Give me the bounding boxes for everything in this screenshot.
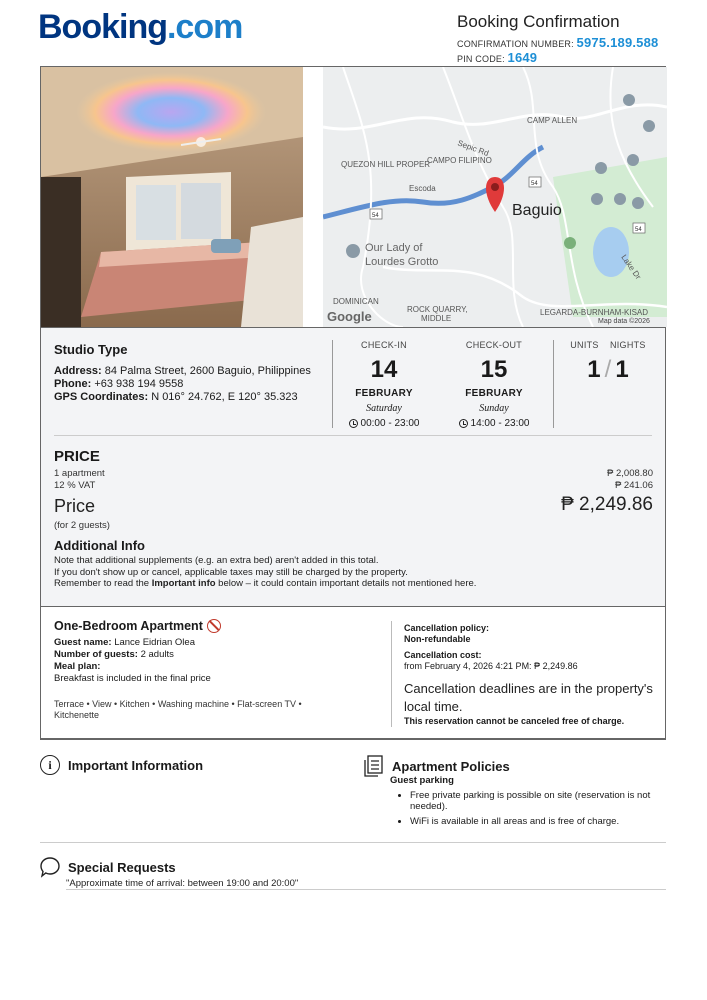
guests-count: 2 adults <box>140 649 174 660</box>
booking-logo <box>38 8 242 47</box>
units-value: 1 <box>587 356 601 383</box>
price-line2-value: ₱ 241.06 <box>614 480 653 491</box>
guests-count-row: Number of guests: 2 adults <box>54 649 174 660</box>
nights-value: 1 <box>615 356 629 383</box>
nights-label: NIGHTS <box>609 340 646 350</box>
map-label: Escoda <box>409 184 436 193</box>
guest-parking-heading: Guest parking <box>390 775 454 786</box>
property-type: Studio Type <box>54 342 128 357</box>
checkout-label: CHECK-OUT <box>465 340 523 350</box>
cancellation-policy-value: Non-refundable <box>404 633 471 644</box>
checkout-month: FEBRUARY <box>465 388 523 399</box>
additional-line: Remember to read the Important info below – it could contain important details not mentioned here. <box>54 578 477 589</box>
apartment-title: One-Bedroom Apartment <box>54 619 374 633</box>
checkin-column <box>332 340 436 429</box>
checkin-time <box>332 418 436 429</box>
special-request-text: "Approximate time of arrival: between 19:00 and 20:00" <box>66 878 299 889</box>
important-info-header <box>40 755 203 775</box>
additional-line: If you don't show up or cancel, applicable taxes may still be charged by the property. <box>54 566 408 578</box>
policies-body <box>390 775 666 827</box>
property-info <box>54 342 324 404</box>
stay-labels <box>556 340 660 350</box>
stay-values <box>556 356 660 384</box>
logo-main: Booking <box>38 8 167 46</box>
road-shield: 54 <box>635 227 642 233</box>
checkout-time-value: 14:00 - 23:00 <box>470 418 530 429</box>
phone-label: Phone: <box>54 378 92 390</box>
map-label: Lourdes Grotto <box>365 256 439 268</box>
no-smoking-icon <box>207 619 221 633</box>
meal-plan-label: Meal plan: <box>54 661 101 672</box>
checkin-day: 14 <box>370 356 398 383</box>
divider <box>391 621 392 727</box>
confirmation-title: Booking Confirmation <box>457 12 620 31</box>
checkout-day: 15 <box>480 356 508 383</box>
checkin-label: CHECK-IN <box>361 340 407 350</box>
map-attribution: Map data ©2026 <box>598 318 650 325</box>
facilities-list: Terrace • View • Kitchen • Washing machine • Flat-screen TV • Kitchenette <box>54 699 302 720</box>
logo-suffix: .com <box>166 8 243 46</box>
speech-bubble-icon <box>40 856 60 878</box>
map-label: Sepic Rd <box>456 138 490 158</box>
gps-row <box>54 391 324 404</box>
apartment-info <box>54 619 374 721</box>
units-label: UNITS <box>570 340 599 350</box>
address-row <box>54 365 324 378</box>
cancellation-cost-value: from February 4, 2026 4:21 PM: ₱ 2,249.86 <box>404 660 578 671</box>
gps-value: N 016° 24.762, E 120° 35.323 <box>151 391 298 403</box>
meal-plan-value: Breakfast is included in the final price <box>54 673 211 684</box>
policies-header <box>364 755 510 777</box>
confirmation-number-row <box>457 35 658 50</box>
road-shield: 54 <box>372 213 379 219</box>
map-label: CAMP ALLEN <box>527 116 578 125</box>
guest-name: Lance Eidrian Olea <box>114 637 195 648</box>
gps-label: GPS Coordinates: <box>54 391 149 403</box>
special-requests-header <box>40 856 176 878</box>
policies-heading: Apartment Policies <box>392 758 510 774</box>
divider <box>553 340 554 428</box>
checkin-month: FEBRUARY <box>355 388 413 399</box>
units-nights-separator: / <box>604 356 612 383</box>
additional-line: Note that additional supplements (e.g. an extra bed) aren't added in this total. <box>54 555 379 566</box>
checkout-weekday: Sunday <box>479 403 509 414</box>
price-total-label: Price <box>54 496 96 516</box>
map-label: CAMPO FILIPINO <box>427 156 492 165</box>
price-total-value: ₱ 2,249.86 <box>561 494 653 515</box>
price-line1-value: ₱ 2,008.80 <box>607 468 653 479</box>
clock-icon <box>349 419 358 428</box>
additional-info-heading: Additional Info <box>54 538 145 553</box>
policies-list <box>410 790 666 828</box>
divider <box>54 435 652 436</box>
pin-code: 1649 <box>507 50 538 65</box>
address-label: Address: <box>54 365 102 377</box>
info-icon: i <box>40 755 60 775</box>
address-value: 84 Palma Street, 2600 Baguio, Philippines <box>104 365 311 377</box>
apartment-section <box>40 606 666 740</box>
location-map[interactable] <box>323 67 667 327</box>
phone-row <box>54 378 324 391</box>
price-line1-label: 1 apartment <box>54 468 105 479</box>
cancellation-policy-label: Cancellation policy: <box>404 623 490 633</box>
road-shield: 54 <box>531 181 538 187</box>
map-label: Lake Dr <box>619 252 643 282</box>
media-section <box>40 66 666 328</box>
guest-name-row: Guest name: Lance Eidrian Olea <box>54 637 195 648</box>
important-info-ref: Important info <box>151 578 216 589</box>
map-label: DOMINICAN <box>333 297 379 306</box>
checkin-time-value: 00:00 - 23:00 <box>360 418 420 429</box>
divider <box>66 889 666 890</box>
price-line2-label: 12 % VAT <box>54 480 96 491</box>
pin-label: PIN CODE: <box>457 54 505 64</box>
pin-row <box>457 50 658 65</box>
document-icon <box>364 755 384 777</box>
special-requests-heading: Special Requests <box>68 859 176 875</box>
google-logo: Google <box>327 309 372 324</box>
phone-value: +63 938 194 9558 <box>94 378 184 390</box>
price-heading: PRICE <box>54 448 100 465</box>
checkout-column <box>442 340 546 429</box>
confirmation-number: 5975.189.588 <box>576 35 659 50</box>
stay-column <box>556 340 660 384</box>
booking-details <box>40 327 666 607</box>
checkout-time <box>442 418 546 429</box>
divider <box>40 842 666 843</box>
cancellation-info <box>404 623 659 726</box>
confirmation-header <box>457 12 658 65</box>
cancellation-cost-label: Cancellation cost: <box>404 650 482 660</box>
checkin-weekday: Saturday <box>366 403 402 414</box>
additional-info-text <box>54 555 476 590</box>
map-label: QUEZON HILL PROPER <box>341 160 431 169</box>
map-label: MIDDLE <box>421 314 452 323</box>
property-photo <box>41 67 303 327</box>
cancellation-deadline-note: Cancellation deadlines are in the property's local time. <box>404 680 653 714</box>
clock-icon <box>459 419 468 428</box>
policy-item: • WiFi is available in all areas and is free of charge. <box>410 816 666 828</box>
guests-note: (for 2 guests) <box>54 520 110 531</box>
map-label: LEGARDA-BURNHAM-KISAD <box>540 308 649 317</box>
policy-item: • Free private parking is possible on site (reservation is not needed). <box>410 790 666 813</box>
map-city-label: Baguio <box>512 202 562 219</box>
map-label: Our Lady of <box>365 242 423 254</box>
map-label: ROCK QUARRY, <box>407 305 468 314</box>
important-info-heading: Important Information <box>68 757 204 773</box>
no-free-cancellation: This reservation cannot be canceled free of charge. <box>404 715 625 726</box>
confirmation-number-label: CONFIRMATION NUMBER: <box>457 39 574 49</box>
